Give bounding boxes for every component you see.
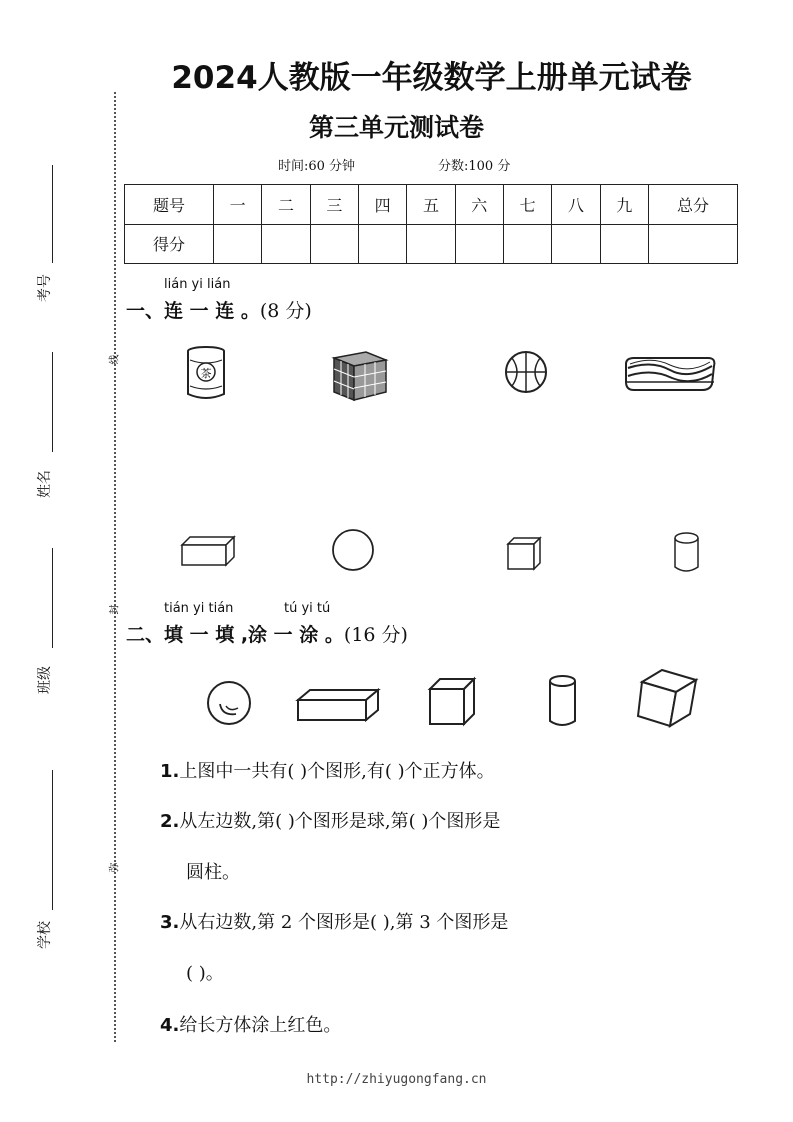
question-2-cont: 圆柱。 bbox=[186, 862, 240, 883]
cylinder-icon[interactable] bbox=[672, 531, 702, 575]
total-score: 分数:100 分 bbox=[438, 159, 511, 174]
section2-heading bbox=[126, 620, 408, 647]
table-row bbox=[125, 185, 738, 225]
tea-can-label: 茶 bbox=[200, 367, 212, 380]
section2-pinyin-color: tú yi tú bbox=[284, 601, 331, 616]
table-cell: 一 bbox=[214, 185, 262, 225]
section2-points: (16 分) bbox=[343, 624, 408, 646]
score-cell[interactable] bbox=[407, 224, 455, 264]
name-label: 姓名 bbox=[37, 470, 53, 498]
cube-icon[interactable] bbox=[506, 536, 542, 572]
rubiks-cube-icon[interactable] bbox=[330, 346, 390, 402]
table-cell: 六 bbox=[455, 185, 503, 225]
score-cell[interactable] bbox=[310, 224, 358, 264]
table-cell: 题号 bbox=[125, 185, 214, 225]
question-1: 1.上图中一共有( )个图形,有( )个正方体。 bbox=[160, 761, 495, 782]
exam-number-label: 考号 bbox=[37, 274, 53, 302]
section1-title: 一、连 一 连 。 bbox=[126, 300, 260, 322]
table-cell: 五 bbox=[407, 185, 455, 225]
section2-title: 二、填 一 填 ,涂 一 涂 。 bbox=[126, 624, 344, 646]
sphere-icon[interactable] bbox=[332, 529, 376, 573]
score-cell[interactable] bbox=[262, 224, 310, 264]
score-cell[interactable] bbox=[503, 224, 551, 264]
table-row bbox=[125, 224, 738, 264]
tilted-cube-icon[interactable] bbox=[636, 668, 698, 728]
name-line bbox=[52, 352, 53, 452]
table-cell: 三 bbox=[310, 185, 358, 225]
school-line bbox=[52, 770, 53, 910]
binding-dotted-line bbox=[114, 92, 116, 1042]
score-cell[interactable] bbox=[552, 224, 600, 264]
score-cell[interactable] bbox=[600, 224, 648, 264]
cuboid-icon[interactable] bbox=[296, 688, 382, 724]
score-cell[interactable] bbox=[648, 224, 737, 264]
eraser-icon[interactable] bbox=[622, 356, 718, 396]
table-cell: 四 bbox=[358, 185, 406, 225]
question-4: 4.给长方体涂上红色。 bbox=[160, 1015, 342, 1036]
class-label: 班级 bbox=[37, 666, 53, 694]
table-cell: 九 bbox=[600, 185, 648, 225]
exam-number-line bbox=[52, 165, 53, 263]
score-cell[interactable] bbox=[214, 224, 262, 264]
class-line bbox=[52, 548, 53, 648]
score-cell[interactable] bbox=[455, 224, 503, 264]
school-label: 学校 bbox=[37, 921, 53, 949]
table-cell: 八 bbox=[552, 185, 600, 225]
cube-icon[interactable] bbox=[428, 677, 478, 727]
cuboid-icon[interactable] bbox=[180, 535, 236, 567]
section1-pinyin: lián yi lián bbox=[164, 277, 231, 292]
cylinder-icon[interactable] bbox=[547, 673, 581, 729]
basketball-icon[interactable] bbox=[504, 350, 550, 396]
binding-mark-line: 线 bbox=[109, 354, 121, 365]
footer-url[interactable]: http://zhiyugongfang.cn bbox=[306, 1072, 487, 1087]
section1-heading bbox=[126, 296, 312, 323]
table-cell: 七 bbox=[503, 185, 551, 225]
section2-pinyin-fill: tián yi tián bbox=[164, 601, 234, 616]
binding-mark-close: 弥 bbox=[109, 862, 121, 873]
binding-mark-seal: 封 bbox=[109, 604, 121, 615]
sphere-icon[interactable] bbox=[206, 680, 256, 730]
table-cell: 总分 bbox=[648, 185, 737, 225]
test-subtitle: 第三单元测试卷 bbox=[308, 113, 484, 142]
question-2: 2.从左边数,第( )个图形是球,第( )个图形是 bbox=[160, 811, 501, 832]
score-cell[interactable] bbox=[358, 224, 406, 264]
time-limit: 时间:60 分钟 bbox=[278, 159, 356, 174]
question-3-cont: ( )。 bbox=[186, 963, 224, 984]
table-cell: 二 bbox=[262, 185, 310, 225]
question-3: 3.从右边数,第 2 个图形是( ),第 3 个图形是 bbox=[160, 912, 509, 933]
document-title: 2024人教版一年级数学上册单元试卷 bbox=[171, 60, 692, 96]
section1-points: (8 分) bbox=[259, 300, 312, 322]
tea-can-icon[interactable] bbox=[186, 346, 230, 402]
table-cell: 得分 bbox=[125, 224, 214, 264]
score-table bbox=[124, 184, 738, 264]
